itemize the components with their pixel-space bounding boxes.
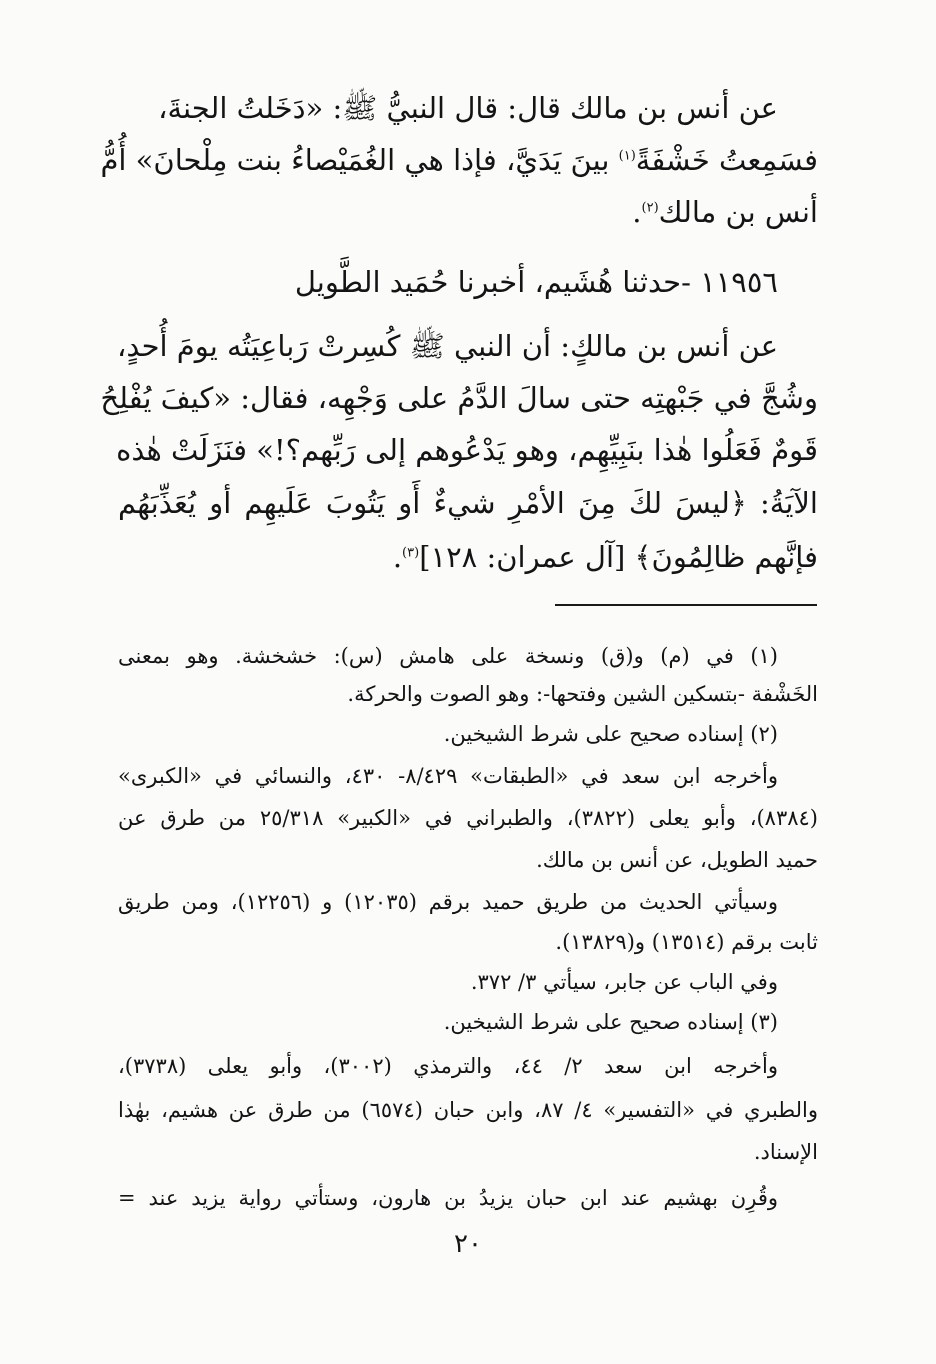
footnote-line: (٢) إسناده صحيح على شرط الشيخين. <box>443 722 778 746</box>
main-text-line: عن أنس بن مالك قال: قال النبيُّ ﷺ: «دَخَلتُ الجنةَ، <box>158 91 778 125</box>
footnote-line: وسيأتي الحديث من طريق حميد برقم (١٢٠٣٥) و (١٢٢٥٦)، ومن طريق <box>118 890 778 914</box>
footnote-line: وأخرجه ابن سعد في «الطبقات» ٨/٤٢٩- ٤٣٠، والنسائي في «الكبرى» <box>118 764 778 788</box>
footnote-line: وأخرجه ابن سعد ٢/ ٤٤، والترمذي (٣٠٠٢)، وأبو يعلى (٣٧٣٨)، <box>118 1054 778 1078</box>
footnote-line: (٣) إسناده صحيح على شرط الشيخين. <box>443 1010 778 1034</box>
footnote-line: وقُرِن بهشيم عند ابن حبان يزيدُ بن هارون، وستأتي رواية يزيد عند = <box>118 1186 778 1210</box>
quran-verse-line: الآيَةُ: ﴿ليسَ لكَ مِنَ الأمْرِ شيءٌ أَو يَتُوبَ عَلَيهِم أو يُعَذِّبَهُم <box>118 486 818 520</box>
footnote-line: (١) في (م) و(ق) ونسخة على هامش (س): خشخشة. وهو بمعنى <box>118 644 778 668</box>
footnote-marker: (٢) <box>641 200 659 216</box>
main-text-line: أنس بن مالك$^{(٢)}$. <box>632 195 818 229</box>
footnote-line: ثابت برقم (١٣٥١٤) و(١٣٨٢٩). <box>555 930 818 954</box>
main-text-line: عن أنس بن مالكٍ: أن النبي ﷺ كُسِرتْ رَباعِيَتُه يومَ أُحدٍ، <box>117 329 778 363</box>
main-text-line: فسَمِعتُ خَشْفَةً$^{(١)}$ بينَ يَدَيَّ، فإذا هي الغُمَيْصاءُ بنت مِلْحانَ» أُمُّ <box>100 143 818 177</box>
main-text-line: قَومٌ فَعَلُوا هٰذا بنَبِيِّهِم، وهو يَدْعُوهم إلى رَبِّهم؟!» فنَزَلَتْ هٰذه <box>116 433 818 467</box>
footnote-line: (٨٣٨٤)، وأبو يعلى (٣٨٢٢)، والطبراني في «الكبير» ٢٥/٣١٨ من طرق عن <box>118 806 818 830</box>
footnote-line: والطبري في «التفسير» ٤/ ٨٧، وابن حبان (٦٥٧٤) من طرق عن هشيم، بهٰذا <box>118 1098 818 1122</box>
footnote-line: الخَشْفة -بتسكين الشين وفتحها-: وهو الصوت والحركة. <box>347 682 818 706</box>
footnote-line: حميد الطويل، عن أنس بن مالك. <box>536 848 818 872</box>
footnote-line: الإسناد. <box>753 1140 818 1164</box>
page-number: ٢٠ <box>454 1229 482 1259</box>
hadith-heading: ١١٩٥٦ -حدثنا هُشَيم، أخبرنا حُمَيد الطَّويل <box>294 265 778 299</box>
footnote-marker: (١) <box>618 148 636 164</box>
footnote-marker: (٣) <box>402 545 420 561</box>
footnote-separator <box>555 604 817 606</box>
main-text-line: وشُجَّ في جَبْهتِه حتى سالَ الدَّمُ على وَجْهِه، فقال: «كيفَ يُفْلِحُ <box>100 381 818 415</box>
quran-verse-line: فإنَّهم ظالِمُونَ﴾ [آل عمران: ١٢٨]$^{(٣)}$. <box>392 540 818 574</box>
footnote-line: وفي الباب عن جابر، سيأتي ٣/ ٣٧٢. <box>470 970 778 994</box>
